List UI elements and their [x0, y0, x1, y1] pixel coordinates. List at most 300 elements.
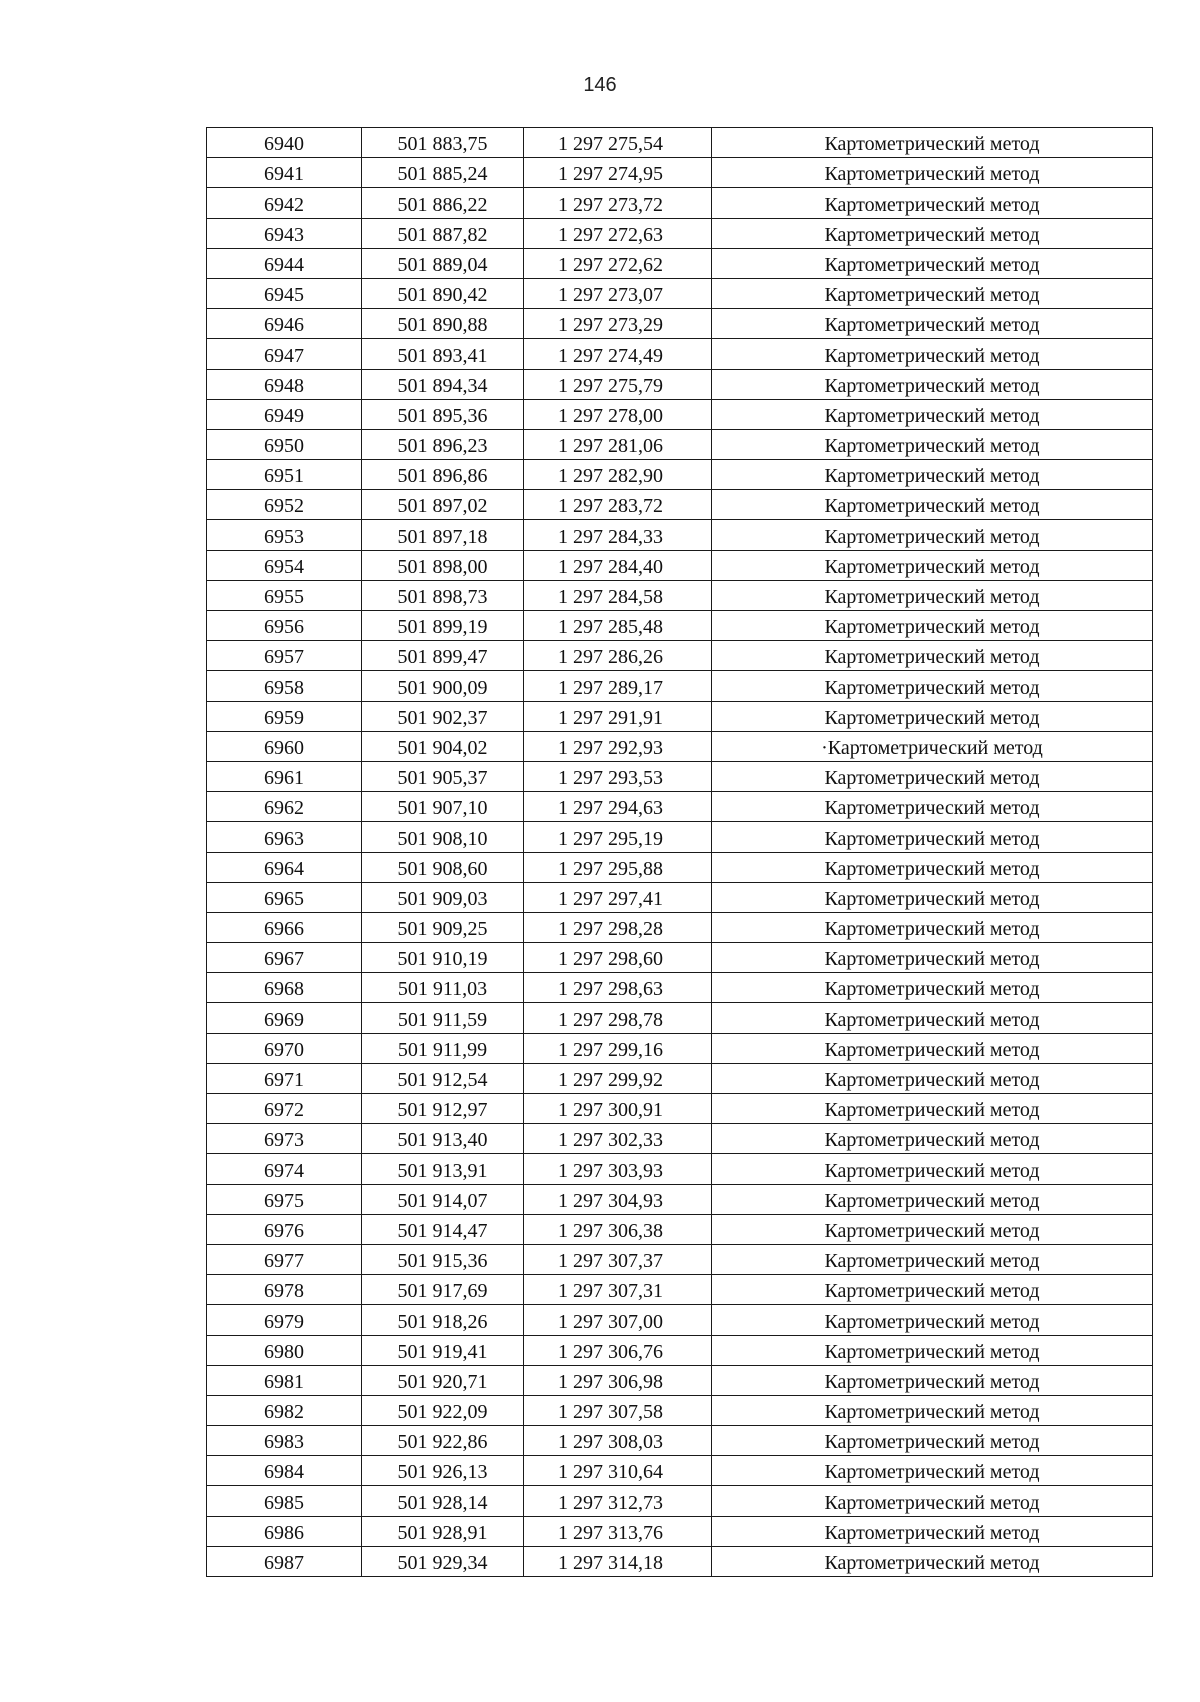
x-coordinate-cell-text: 501 900,09	[397, 676, 488, 699]
method-cell	[712, 248, 1153, 278]
y-coordinate-cell-text: 1 297 295,19	[558, 827, 663, 850]
x-coordinate-cell-text: 501 890,42	[397, 284, 488, 307]
method-cell-text: Картометрический метод	[824, 1310, 1040, 1333]
y-coordinate-cell-text: 1 297 299,16	[558, 1038, 663, 1061]
table-row	[207, 1003, 1153, 1033]
x-coordinate-cell-text: 501 910,19	[397, 948, 488, 971]
x-coordinate-cell-text: 501 911,59	[397, 1008, 488, 1031]
point-number-cell	[207, 792, 362, 822]
point-number-cell	[207, 701, 362, 731]
table-row	[207, 158, 1153, 188]
table-row	[207, 792, 1153, 822]
table-row	[207, 490, 1153, 520]
table-row	[207, 611, 1153, 641]
point-number-cell	[207, 218, 362, 248]
point-number-cell	[207, 278, 362, 308]
y-coordinate-cell	[524, 1244, 712, 1274]
point-number-cell	[207, 460, 362, 490]
x-coordinate-cell	[362, 429, 524, 459]
method-cell	[712, 1426, 1153, 1456]
x-coordinate-cell	[362, 520, 524, 550]
method-cell-text: Картометрический метод	[824, 1038, 1040, 1061]
y-coordinate-cell	[524, 1395, 712, 1425]
table-row	[207, 1063, 1153, 1093]
table-row	[207, 1154, 1153, 1184]
x-coordinate-cell-text: 501 922,86	[397, 1431, 488, 1454]
point-number-cell-text: 6952	[264, 495, 304, 518]
y-coordinate-cell	[524, 399, 712, 429]
y-coordinate-cell	[524, 882, 712, 912]
point-number-cell	[207, 1516, 362, 1546]
x-coordinate-cell-text: 501 917,69	[397, 1280, 488, 1303]
x-coordinate-cell	[362, 580, 524, 610]
method-cell	[712, 1456, 1153, 1486]
y-coordinate-cell	[524, 1154, 712, 1184]
x-coordinate-cell	[362, 1033, 524, 1063]
method-cell	[712, 1094, 1153, 1124]
x-coordinate-cell	[362, 1094, 524, 1124]
x-coordinate-cell	[362, 701, 524, 731]
coordinates-table	[206, 127, 1153, 1577]
x-coordinate-cell	[362, 1184, 524, 1214]
method-cell	[712, 1335, 1153, 1365]
x-coordinate-cell-text: 501 889,04	[397, 253, 488, 276]
table-row	[207, 1305, 1153, 1335]
x-coordinate-cell-text: 501 890,88	[397, 314, 488, 337]
x-coordinate-cell-text: 501 899,47	[397, 646, 488, 669]
x-coordinate-cell	[362, 1365, 524, 1395]
x-coordinate-cell-text: 501 894,34	[397, 374, 488, 397]
x-coordinate-cell-text: 501 883,75	[397, 133, 488, 156]
table-row	[207, 1486, 1153, 1516]
x-coordinate-cell	[362, 973, 524, 1003]
point-number-cell	[207, 1244, 362, 1274]
point-number-cell	[207, 1214, 362, 1244]
y-coordinate-cell	[524, 1365, 712, 1395]
method-cell-text: Картометрический метод	[824, 646, 1040, 669]
y-coordinate-cell-text: 1 297 281,06	[558, 435, 663, 458]
method-cell-text: ·Картометрический метод	[821, 736, 1043, 759]
x-coordinate-cell	[362, 761, 524, 791]
method-cell	[712, 490, 1153, 520]
y-coordinate-cell-text: 1 297 300,91	[558, 1099, 663, 1122]
method-cell	[712, 128, 1153, 158]
point-number-cell-text: 6977	[264, 1250, 304, 1273]
y-coordinate-cell-text: 1 297 304,93	[558, 1189, 663, 1212]
method-cell-text: Картометрический метод	[824, 1280, 1040, 1303]
y-coordinate-cell	[524, 369, 712, 399]
point-number-cell	[207, 309, 362, 339]
x-coordinate-cell	[362, 822, 524, 852]
y-coordinate-cell	[524, 1094, 712, 1124]
method-cell	[712, 278, 1153, 308]
y-coordinate-cell	[524, 188, 712, 218]
x-coordinate-cell-text: 501 899,19	[397, 616, 488, 639]
y-coordinate-cell	[524, 852, 712, 882]
y-coordinate-cell	[524, 641, 712, 671]
point-number-cell	[207, 369, 362, 399]
table-row	[207, 128, 1153, 158]
x-coordinate-cell	[362, 1124, 524, 1154]
y-coordinate-cell	[524, 278, 712, 308]
method-cell	[712, 671, 1153, 701]
table-row	[207, 943, 1153, 973]
point-number-cell	[207, 1395, 362, 1425]
y-coordinate-cell	[524, 701, 712, 731]
point-number-cell	[207, 1486, 362, 1516]
x-coordinate-cell-text: 501 912,54	[397, 1069, 488, 1091]
x-coordinate-cell	[362, 309, 524, 339]
method-cell-text: Картометрический метод	[824, 133, 1040, 156]
x-coordinate-cell-text: 501 918,26	[397, 1310, 488, 1333]
x-coordinate-cell-text: 501 922,09	[397, 1401, 488, 1424]
y-coordinate-cell	[524, 1184, 712, 1214]
table-row	[207, 1244, 1153, 1274]
x-coordinate-cell	[362, 1154, 524, 1184]
point-number-cell	[207, 1546, 362, 1576]
point-number-cell	[207, 1003, 362, 1033]
x-coordinate-cell-text: 501 928,14	[397, 1491, 488, 1514]
method-cell-text: Картометрический метод	[824, 344, 1040, 367]
y-coordinate-cell-text: 1 297 313,76	[558, 1521, 663, 1544]
x-coordinate-cell-text: 501 887,82	[397, 223, 488, 246]
point-number-cell-text: 6982	[264, 1401, 304, 1424]
table-row	[207, 309, 1153, 339]
point-number-cell-text: 6947	[264, 344, 304, 367]
method-cell	[712, 1214, 1153, 1244]
point-number-cell	[207, 852, 362, 882]
x-coordinate-cell-text: 501 893,41	[397, 344, 488, 367]
method-cell-text: Картометрический метод	[824, 586, 1040, 608]
y-coordinate-cell	[524, 1516, 712, 1546]
point-number-cell-text: 6973	[264, 1129, 304, 1152]
y-coordinate-cell-text: 1 297 283,72	[558, 495, 663, 518]
x-coordinate-cell-text: 501 898,73	[397, 586, 488, 608]
point-number-cell	[207, 671, 362, 701]
point-number-cell-text: 6967	[264, 948, 304, 971]
method-cell	[712, 1033, 1153, 1063]
x-coordinate-cell-text: 501 897,02	[397, 495, 488, 518]
method-cell	[712, 339, 1153, 369]
x-coordinate-cell-text: 501 919,41	[397, 1340, 488, 1363]
table-row	[207, 369, 1153, 399]
method-cell-text: Картометрический метод	[824, 1552, 1040, 1574]
x-coordinate-cell-text: 501 896,86	[397, 465, 488, 488]
point-number-cell	[207, 339, 362, 369]
method-cell	[712, 882, 1153, 912]
method-cell-text: Картометрический метод	[824, 1099, 1040, 1122]
y-coordinate-cell	[524, 429, 712, 459]
x-coordinate-cell-text: 501 915,36	[397, 1250, 488, 1273]
y-coordinate-cell	[524, 520, 712, 550]
method-cell-text: Картометрический метод	[824, 857, 1040, 880]
x-coordinate-cell-text: 501 929,34	[397, 1552, 488, 1574]
y-coordinate-cell	[524, 309, 712, 339]
point-number-cell	[207, 1365, 362, 1395]
point-number-cell	[207, 1033, 362, 1063]
method-cell-text: Картометрический метод	[824, 1250, 1040, 1273]
method-cell	[712, 1184, 1153, 1214]
y-coordinate-cell	[524, 1546, 712, 1576]
y-coordinate-cell-text: 1 297 274,49	[558, 344, 663, 367]
method-cell	[712, 460, 1153, 490]
table-row	[207, 248, 1153, 278]
point-number-cell	[207, 1456, 362, 1486]
y-coordinate-cell	[524, 490, 712, 520]
table-row	[207, 429, 1153, 459]
point-number-cell	[207, 731, 362, 761]
point-number-cell	[207, 1426, 362, 1456]
point-number-cell	[207, 158, 362, 188]
point-number-cell	[207, 973, 362, 1003]
y-coordinate-cell	[524, 1033, 712, 1063]
point-number-cell-text: 6944	[264, 253, 304, 276]
x-coordinate-cell	[362, 1546, 524, 1576]
method-cell	[712, 1154, 1153, 1184]
x-coordinate-cell-text: 501 904,02	[397, 736, 488, 759]
point-number-cell	[207, 1335, 362, 1365]
point-number-cell-text: 6942	[264, 193, 304, 216]
point-number-cell	[207, 1094, 362, 1124]
x-coordinate-cell-text: 501 911,99	[397, 1038, 488, 1061]
method-cell-text: Картометрический метод	[824, 706, 1040, 729]
table-row	[207, 1365, 1153, 1395]
y-coordinate-cell-text: 1 297 273,07	[558, 284, 663, 307]
point-number-cell-text: 6962	[264, 797, 304, 820]
y-coordinate-cell-text: 1 297 284,40	[558, 555, 663, 578]
method-cell	[712, 792, 1153, 822]
point-number-cell-text: 6960	[264, 736, 304, 759]
point-number-cell-text: 6940	[264, 133, 304, 156]
method-cell	[712, 1546, 1153, 1576]
method-cell-text: Картометрический метод	[824, 253, 1040, 276]
method-cell	[712, 912, 1153, 942]
x-coordinate-cell-text: 501 920,71	[397, 1370, 488, 1393]
y-coordinate-cell	[524, 912, 712, 942]
point-number-cell-text: 6974	[264, 1159, 304, 1182]
x-coordinate-cell	[362, 278, 524, 308]
y-coordinate-cell	[524, 1214, 712, 1244]
point-number-cell	[207, 1305, 362, 1335]
table-row	[207, 1275, 1153, 1305]
method-cell	[712, 1365, 1153, 1395]
y-coordinate-cell-text: 1 297 307,00	[558, 1310, 663, 1333]
y-coordinate-cell	[524, 339, 712, 369]
table-row	[207, 822, 1153, 852]
point-number-cell-text: 6970	[264, 1038, 304, 1061]
point-number-cell-text: 6957	[264, 646, 304, 669]
table-row	[207, 399, 1153, 429]
x-coordinate-cell	[362, 369, 524, 399]
method-cell	[712, 1486, 1153, 1516]
x-coordinate-cell	[362, 1395, 524, 1425]
method-cell	[712, 399, 1153, 429]
table-row	[207, 218, 1153, 248]
x-coordinate-cell	[362, 1244, 524, 1274]
y-coordinate-cell-text: 1 297 294,63	[558, 797, 663, 820]
point-number-cell	[207, 248, 362, 278]
y-coordinate-cell	[524, 1486, 712, 1516]
x-coordinate-cell	[362, 339, 524, 369]
point-number-cell	[207, 1063, 362, 1093]
table-row	[207, 1214, 1153, 1244]
y-coordinate-cell	[524, 1305, 712, 1335]
table-row	[207, 1426, 1153, 1456]
x-coordinate-cell	[362, 218, 524, 248]
point-number-cell-text: 6987	[264, 1552, 304, 1574]
method-cell-text: Картометрический метод	[824, 918, 1040, 941]
method-cell	[712, 973, 1153, 1003]
point-number-cell-text: 6964	[264, 857, 304, 880]
method-cell	[712, 701, 1153, 731]
method-cell	[712, 822, 1153, 852]
x-coordinate-cell	[362, 460, 524, 490]
point-number-cell-text: 6981	[264, 1370, 304, 1393]
y-coordinate-cell-text: 1 297 272,63	[558, 223, 663, 246]
method-cell-text: Картометрический метод	[824, 1401, 1040, 1424]
method-cell	[712, 731, 1153, 761]
method-cell-text: Картометрический метод	[824, 1370, 1040, 1393]
point-number-cell-text: 6955	[264, 586, 304, 608]
method-cell-text: Картометрический метод	[824, 1340, 1040, 1363]
point-number-cell-text: 6961	[264, 767, 304, 790]
table-row	[207, 520, 1153, 550]
y-coordinate-cell-text: 1 297 278,00	[558, 404, 663, 427]
point-number-cell	[207, 761, 362, 791]
x-coordinate-cell-text: 501 895,36	[397, 404, 488, 427]
point-number-cell-text: 6949	[264, 404, 304, 427]
method-cell	[712, 550, 1153, 580]
point-number-cell	[207, 822, 362, 852]
method-cell	[712, 1063, 1153, 1093]
point-number-cell	[207, 429, 362, 459]
x-coordinate-cell	[362, 158, 524, 188]
method-cell-text: Картометрический метод	[824, 223, 1040, 246]
y-coordinate-cell-text: 1 297 293,53	[558, 767, 663, 790]
point-number-cell-text: 6983	[264, 1431, 304, 1454]
x-coordinate-cell	[362, 1335, 524, 1365]
y-coordinate-cell-text: 1 297 306,38	[558, 1219, 663, 1242]
point-number-cell	[207, 520, 362, 550]
method-cell-text: Картометрический метод	[824, 1008, 1040, 1031]
x-coordinate-cell	[362, 188, 524, 218]
y-coordinate-cell-text: 1 297 292,93	[558, 736, 663, 759]
point-number-cell	[207, 1124, 362, 1154]
method-cell	[712, 520, 1153, 550]
x-coordinate-cell-text: 501 908,10	[397, 827, 488, 850]
method-cell	[712, 1275, 1153, 1305]
table-row	[207, 580, 1153, 610]
method-cell	[712, 1305, 1153, 1335]
x-coordinate-cell	[362, 1426, 524, 1456]
table-row	[207, 973, 1153, 1003]
page-number: 146	[583, 74, 617, 96]
point-number-cell-text: 6943	[264, 223, 304, 246]
point-number-cell	[207, 490, 362, 520]
method-cell-text: Картометрический метод	[824, 1431, 1040, 1454]
table-row	[207, 761, 1153, 791]
x-coordinate-cell	[362, 1456, 524, 1486]
y-coordinate-cell-text: 1 297 298,63	[558, 978, 663, 1001]
y-coordinate-cell	[524, 1124, 712, 1154]
x-coordinate-cell	[362, 1275, 524, 1305]
x-coordinate-cell	[362, 912, 524, 942]
point-number-cell-text: 6941	[264, 163, 304, 186]
y-coordinate-cell-text: 1 297 273,72	[558, 193, 663, 216]
y-coordinate-cell-text: 1 297 291,91	[558, 706, 663, 729]
x-coordinate-cell	[362, 1486, 524, 1516]
x-coordinate-cell-text: 501 885,24	[397, 163, 488, 186]
table-row	[207, 1546, 1153, 1576]
x-coordinate-cell	[362, 943, 524, 973]
method-cell-text: Картометрический метод	[824, 1069, 1040, 1091]
y-coordinate-cell	[524, 218, 712, 248]
point-number-cell-text: 6959	[264, 706, 304, 729]
y-coordinate-cell	[524, 128, 712, 158]
x-coordinate-cell-text: 501 898,00	[397, 555, 488, 578]
method-cell-text: Картометрический метод	[824, 1521, 1040, 1544]
y-coordinate-cell-text: 1 297 314,18	[558, 1552, 663, 1574]
y-coordinate-cell-text: 1 297 286,26	[558, 646, 663, 669]
y-coordinate-cell	[524, 611, 712, 641]
x-coordinate-cell	[362, 731, 524, 761]
y-coordinate-cell	[524, 248, 712, 278]
table-row	[207, 188, 1153, 218]
method-cell	[712, 641, 1153, 671]
x-coordinate-cell	[362, 641, 524, 671]
method-cell-text: Картометрический метод	[824, 797, 1040, 820]
point-number-cell-text: 6953	[264, 525, 304, 548]
y-coordinate-cell-text: 1 297 275,79	[558, 374, 663, 397]
point-number-cell	[207, 1154, 362, 1184]
point-number-cell-text: 6980	[264, 1340, 304, 1363]
y-coordinate-cell-text: 1 297 297,41	[558, 887, 663, 910]
y-coordinate-cell-text: 1 297 302,33	[558, 1129, 663, 1152]
x-coordinate-cell-text: 501 913,91	[397, 1159, 488, 1182]
y-coordinate-cell-text: 1 297 306,98	[558, 1370, 663, 1393]
point-number-cell-text: 6972	[264, 1099, 304, 1122]
y-coordinate-cell	[524, 460, 712, 490]
x-coordinate-cell	[362, 792, 524, 822]
point-number-cell	[207, 128, 362, 158]
point-number-cell-text: 6963	[264, 827, 304, 850]
method-cell-text: Картометрический метод	[824, 887, 1040, 910]
x-coordinate-cell-text: 501 913,40	[397, 1129, 488, 1152]
point-number-cell-text: 6979	[264, 1310, 304, 1333]
method-cell-text: Картометрический метод	[824, 1461, 1040, 1484]
y-coordinate-cell	[524, 1456, 712, 1486]
point-number-cell-text: 6951	[264, 465, 304, 488]
point-number-cell-text: 6966	[264, 918, 304, 941]
method-cell-text: Картометрический метод	[824, 374, 1040, 397]
method-cell	[712, 218, 1153, 248]
table-row	[207, 339, 1153, 369]
method-cell-text: Картометрический метод	[824, 676, 1040, 699]
table-row	[207, 278, 1153, 308]
point-number-cell-text: 6946	[264, 314, 304, 337]
point-number-cell	[207, 188, 362, 218]
y-coordinate-cell	[524, 671, 712, 701]
x-coordinate-cell	[362, 1305, 524, 1335]
y-coordinate-cell	[524, 1335, 712, 1365]
y-coordinate-cell-text: 1 297 295,88	[558, 857, 663, 880]
point-number-cell	[207, 580, 362, 610]
y-coordinate-cell-text: 1 297 289,17	[558, 676, 663, 699]
y-coordinate-cell-text: 1 297 310,64	[558, 1461, 663, 1484]
method-cell	[712, 429, 1153, 459]
method-cell-text: Картометрический метод	[824, 495, 1040, 518]
x-coordinate-cell-text: 501 886,22	[397, 193, 488, 216]
